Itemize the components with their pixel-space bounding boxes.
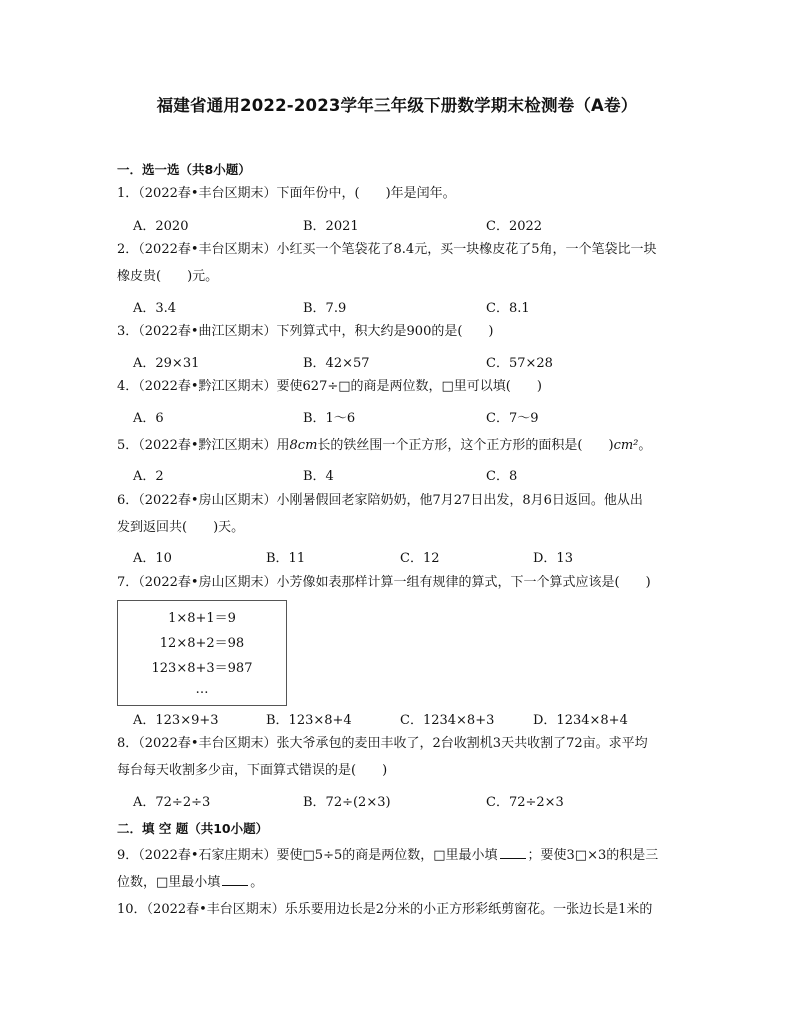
question-4: 4．（2022春•黔江区期末）要使627÷□的商是两位数，□里可以填( ): [117, 379, 542, 394]
option-a: A．29×31: [133, 356, 200, 371]
section-heading-fill-in: 二．填 空 题（共10小题）: [117, 821, 269, 836]
option-a: A．6: [133, 411, 164, 426]
option-a: A．3.4: [133, 301, 177, 316]
question-9-text-d: 。: [250, 875, 264, 890]
option-b: B．1～6: [303, 411, 356, 426]
answer-blank: [500, 846, 526, 859]
question-5: [117, 432, 687, 459]
question-9-text-a: 9．（2022春•石家庄期末）要使□5÷5的商是两位数，□里最小填: [117, 848, 498, 863]
question-7-options: [133, 709, 693, 729]
pattern-row: 123×8+3＝987: [151, 661, 253, 676]
question-2-options: [133, 297, 693, 317]
question-6-line-1: 6．（2022春•房山区期末）小刚暑假回老家陪奶奶，他7月27日出发，8月6日返回。他从出: [117, 493, 643, 508]
question-5-options: [133, 465, 693, 485]
option-b: B．4: [303, 469, 334, 484]
question-6-options: [133, 547, 693, 567]
question-3-options: [133, 352, 693, 372]
question-2-line-1: 2．（2022春•丰台区期末）小红买一个笔袋花了8.4元，买一块橡皮花了5角，一个笔袋比一块: [117, 242, 657, 257]
option-a: A．10: [133, 551, 172, 566]
option-c: C．7～9: [486, 411, 539, 426]
option-b: B．7.9: [303, 301, 347, 316]
question-7: 7．（2022春•房山区期末）小芳像如表那样计算一组有规律的算式，下一个算式应该是( ): [117, 575, 651, 590]
section-heading-choice: 一．选一选（共8小题）: [117, 162, 251, 177]
question-8-line-1: 8．（2022春•丰台区期末）张大爷承包的麦田丰收了，2台收割机3天共收割了72亩。求平均: [117, 736, 648, 751]
question-6-line-2: 发到返回共( )天。: [117, 520, 245, 535]
option-c: C．1234×8+3: [400, 713, 495, 728]
question-9-line-1: [117, 842, 687, 869]
answer-blank: [222, 873, 248, 886]
question-9-line-2: [117, 869, 687, 896]
option-c: C．57×28: [486, 356, 553, 371]
area-unit: cm²: [613, 438, 639, 453]
option-c: C．8.1: [486, 301, 530, 316]
pattern-ellipsis: …: [195, 682, 209, 697]
option-c: C．8: [486, 469, 518, 484]
option-b: B．2021: [303, 219, 359, 234]
option-b: B．72÷(2×3): [303, 795, 391, 810]
question-9-text-b: ；要使3□×3的积是三: [527, 848, 659, 863]
question-5-end: 。: [638, 438, 652, 453]
question-2-line-2: 橡皮贵( )元。: [117, 269, 219, 284]
option-a: A．72÷2÷3: [133, 795, 211, 810]
option-d: D．13: [533, 551, 573, 566]
question-10-line-1: 10．（2022春•丰台区期末）乐乐要用边长是2分米的小正方形彩纸剪窗花。一张边长是1米的: [117, 902, 653, 917]
length-unit: 8cm: [289, 438, 318, 453]
question-5-prefix: 5．（2022春•黔江区期末）用: [117, 438, 290, 453]
option-d: D．1234×8+4: [533, 713, 628, 728]
question-5-middle: 长的铁丝围一个正方形，这个正方形的面积是( ): [317, 438, 614, 453]
option-a: A．2020: [133, 219, 189, 234]
option-c: C．12: [400, 551, 440, 566]
question-9-text-c: 位数，□里最小填: [117, 875, 221, 890]
question-1: 1．（2022春•丰台区期末）下面年份中，( )年是闰年。: [117, 186, 456, 201]
pattern-row: 1×8+1＝9: [168, 611, 236, 626]
question-3: 3．（2022春•曲江区期末）下列算式中，积大约是900的是( ): [117, 324, 494, 339]
question-8-options: [133, 791, 693, 811]
page-title: 福建省通用2022-2023学年三年级下册数学期末检测卷（A卷）: [156, 96, 638, 115]
option-c: C．2022: [486, 219, 543, 234]
option-b: B．42×57: [303, 356, 370, 371]
question-4-options: [133, 407, 693, 427]
option-c: C．72÷2×3: [486, 795, 564, 810]
question-8-line-2: 每台每天收割多少亩，下面算式错误的是( ): [117, 763, 388, 778]
option-a: A．2: [133, 469, 164, 484]
option-b: B．11: [266, 551, 306, 566]
option-b: B．123×8+4: [266, 713, 352, 728]
option-a: A．123×9+3: [133, 713, 219, 728]
pattern-table: [117, 600, 287, 706]
question-1-options: [133, 215, 693, 235]
pattern-row: 12×8+2＝98: [159, 636, 245, 651]
